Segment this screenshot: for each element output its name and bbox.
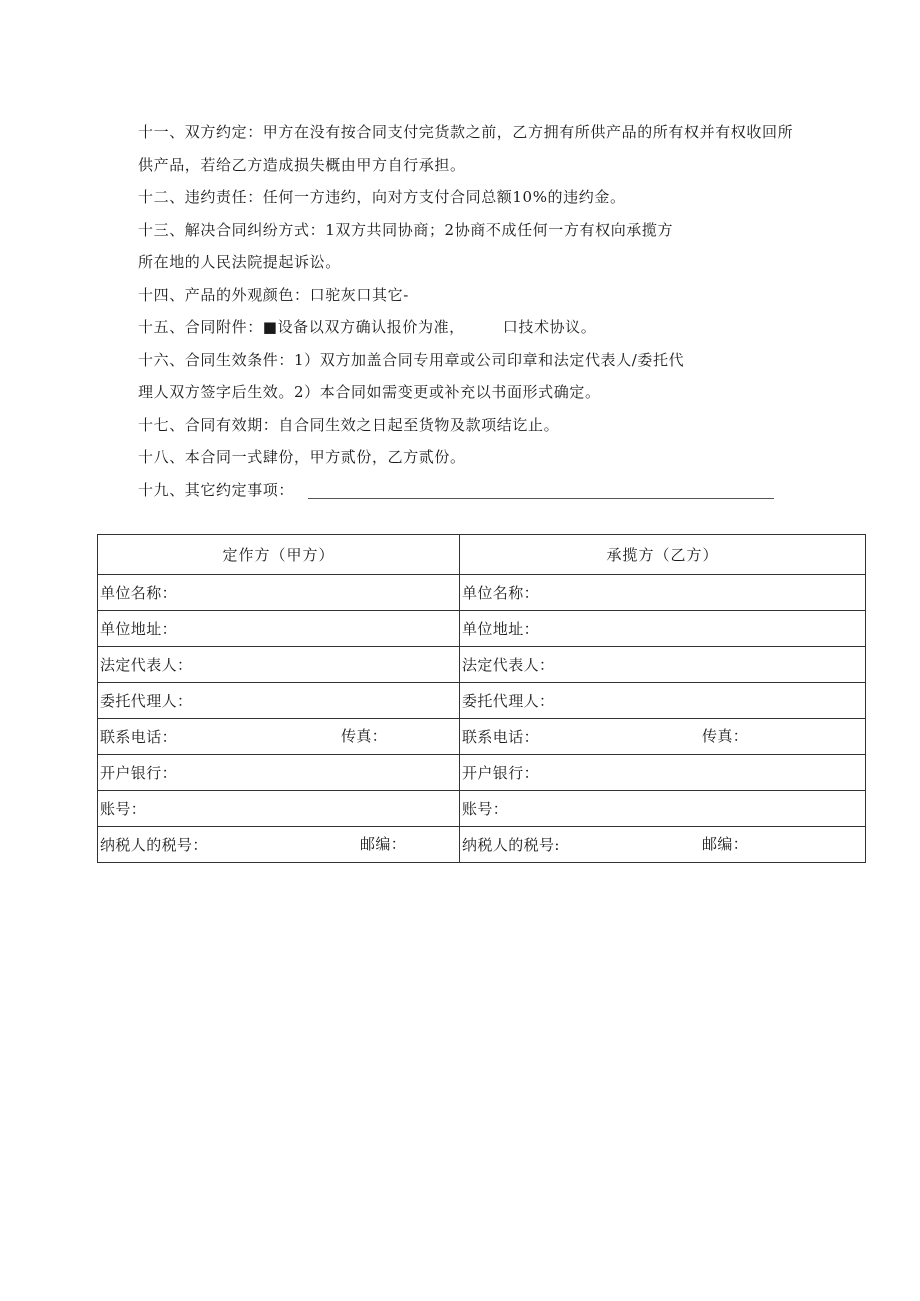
clause-16-line-2: 理人双方签字后生效。2）本合同如需变更或补充以书面形式确定。 <box>138 383 601 401</box>
table-row <box>98 647 866 683</box>
clause-19-label: 十九、其它约定事项： <box>138 480 295 499</box>
party-b-phone-label: 联系电话： <box>462 728 540 746</box>
party-b-fax-label: 传真： <box>702 727 749 745</box>
clause-14: 十四、产品的外观颜色：口驼灰口其它- <box>138 285 409 304</box>
clause-16-line-1: 十六、合同生效条件：1）双方加盖合同专用章或公司印章和法定代表人/委托代 <box>138 350 685 369</box>
party-b-account[interactable]: 账号： <box>460 791 866 827</box>
party-b-tax-id-label: 纳税人的税号: <box>462 836 560 854</box>
clause-15-tech-agreement: 口技术协议。 <box>502 318 597 336</box>
party-b-contact[interactable] <box>460 719 866 755</box>
clause-18: 十八、本合同一式肆份，甲方贰份，乙方贰份。 <box>138 448 466 466</box>
clause-15 <box>138 311 868 344</box>
party-a-legal-rep[interactable]: 法定代表人： <box>98 647 460 683</box>
table-row <box>98 755 866 791</box>
party-a-unit-name[interactable]: 单位名称： <box>98 575 460 611</box>
party-b-bank[interactable]: 开户银行： <box>460 755 866 791</box>
party-a-phone-label: 联系电话： <box>100 728 178 746</box>
party-a-contact[interactable] <box>98 719 460 755</box>
party-a-fax-label: 传真： <box>341 727 388 745</box>
table-row <box>98 791 866 827</box>
table-header-row <box>98 535 866 575</box>
table-row <box>98 611 866 647</box>
party-a-tax[interactable] <box>98 827 460 863</box>
clause-15-quote-attachment: 十五、合同附件：■设备以双方确认报价为准， <box>138 318 465 336</box>
clause-12: 十二、违约责任：任何一方违约，向对方支付合同总额10%的违约金。 <box>138 188 626 206</box>
party-a-unit-address[interactable]: 单位地址： <box>98 611 460 647</box>
clause-17: 十七、合同有效期：自合同生效之日起至货物及款项结讫止。 <box>138 415 560 434</box>
signature-table <box>97 534 866 863</box>
clause-13-line-2: 所在地的人民法院提起诉讼。 <box>138 253 341 271</box>
party-a-account[interactable]: 账号： <box>98 791 460 827</box>
other-terms-blank[interactable] <box>308 484 774 499</box>
table-row <box>98 827 866 863</box>
party-a-bank[interactable]: 开户银行： <box>98 755 460 791</box>
party-a-agent[interactable]: 委托代理人： <box>98 683 460 719</box>
party-b-postcode-label: 邮编： <box>702 835 749 853</box>
party-a-header: 定作方（甲方） <box>98 535 460 575</box>
party-b-agent[interactable]: 委托代理人： <box>460 683 866 719</box>
clause-11-line-1: 十一、双方约定：甲方在没有按合同支付完货款之前，乙方拥有所供产品的所有权并有权收回所 <box>138 123 794 141</box>
party-a-postcode-label: 邮编： <box>360 835 407 853</box>
party-b-legal-rep[interactable]: 法定代表人： <box>460 647 866 683</box>
table-row <box>98 575 866 611</box>
clause-11-line-2: 供产品，若给乙方造成损失概由甲方自行承担。 <box>138 155 466 174</box>
party-b-unit-address[interactable]: 单位地址： <box>460 611 866 647</box>
party-b-tax[interactable] <box>460 827 866 863</box>
table-row <box>98 683 866 719</box>
party-b-header: 承揽方（乙方） <box>460 535 866 575</box>
contract-clauses <box>138 116 868 506</box>
party-a-tax-id-label: 纳税人的税号： <box>100 836 208 854</box>
clause-13-line-1: 十三、解决合同纠纷方式：1双方共同协商；2协商不成任何一方有权向承揽方 <box>138 220 674 239</box>
party-b-unit-name[interactable]: 单位名称： <box>460 575 866 611</box>
table-row <box>98 719 866 755</box>
clause-19 <box>138 474 868 507</box>
